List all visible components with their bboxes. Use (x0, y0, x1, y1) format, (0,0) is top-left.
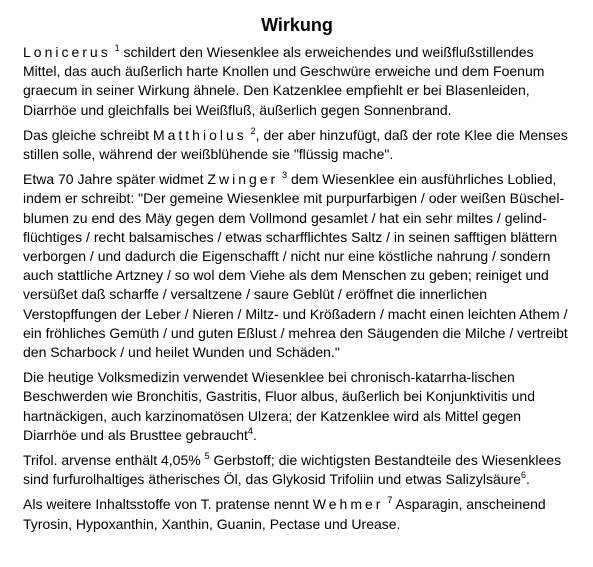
paragraph-matthiolus (23, 126, 571, 164)
paragraph-inhaltsstoffe (23, 451, 571, 489)
paragraph-text: . (252, 426, 257, 443)
section-title: Wirkung (261, 15, 333, 35)
document-page (23, 14, 571, 540)
author-name: Zwinger (207, 171, 279, 188)
paragraph-text: Die heutige Volksmedizin verwendet Wiesenklee bei chronisch-katarrha-lischen Beschwerden wie Bronchitis, Gastritis, Fluor albus, äußerlich bei Konjunktivitis und hartnäckigen, auch karzinomatösen Ulzera; der Katzenklee wird als Mittel gegen Diarrhöe und als Brusttee gebraucht (23, 369, 536, 443)
author-name: Lonicerus (23, 44, 111, 60)
footnote-ref: 7 (387, 495, 393, 506)
footnote-ref: 2 (250, 125, 256, 136)
paragraph-text: dem Wiesenklee ein ausführliches Loblied, indem er schreibt: "Der gemeine Wiesenklee mit purpurfarbigen / oder weißen Büschel-blumen zu end des Mäy gegen dem Vollmond gesamlet / hat ein sehr miltes / gelind-flüchtiges / recht balsamisches / etwas scharfflichtes Saltz / in seinen safftigen blättern verborgen / und dadurch die Eigenschafft / nicht nur eine köstliche nahrung / sondern auch stattliche Artzney / so wol dem Viehe als dem Menschen zu geben; reiniget und versüßet daß scharffe / versaltzene / saure Geblüt / eröffnet die innerlichen Verstopffungen der Leber / Nieren / Miltz- und Krößadern / macht einen leichten Athem / ein fröhliches Gemüth / und guten Eßlust / mehrea den Säugenden die Milche / vertreibt den Scharbock / und heilet Wunden und Schäden." (23, 171, 568, 361)
author-name: Wehmer (312, 496, 384, 513)
paragraph-text: Gerbstoff; die wichtigsten Bestandteile des Wiesenklees sind furfurolhaltiges ätherisches Öl, das Glykosid Trifoliin und etwas Salizylsäure (23, 452, 562, 488)
paragraph-text: schildert den Wiesenklee als erweichendes und weißflußstillendes Mittel, das auch äußerlich harte Knollen und Geschwüre erweiche und dem Foenum graecum in seiner Wirkung ähnele. Den Katzenklee empfiehlt er bei Blasenleiden, Diarrhöe und gleichfalls bei Weißfluß, äußerlich gegen Sonnenbrand. (23, 44, 545, 118)
paragraph-text: Als weitere Inhaltsstoffe von T. pratense nennt (23, 496, 309, 513)
author-name: Matthiolus (152, 126, 247, 143)
footnote-ref: 4 (247, 425, 253, 436)
paragraph-wehmer (23, 495, 571, 533)
footnote-ref: 6 (521, 470, 527, 481)
paragraph-lonicerus (23, 43, 571, 120)
paragraph-text: Trifol. arvense enthält 4,05% (23, 452, 201, 469)
footnote-ref: 3 (282, 170, 288, 181)
paragraph-text: Etwa 70 Jahre später widmet (23, 171, 204, 188)
paragraph-text: Asparagin, anscheinend Tyrosin, Hypoxanthin, Xanthin, Guanin, Pectase und Urease. (23, 496, 546, 532)
paragraph-text: . (526, 471, 530, 488)
footnote-ref: 1 (114, 43, 120, 53)
paragraph-text: , der aber hinzufügt, daß der rote Klee die Menses stillen solle, während der weißblühende sie "flüssig mache". (23, 126, 568, 163)
paragraph-text: Das gleiche schreibt (23, 126, 150, 143)
footnote-ref: 5 (204, 451, 210, 462)
paragraph-volksmedizin (23, 368, 571, 445)
paragraph-zwinger (23, 170, 571, 362)
